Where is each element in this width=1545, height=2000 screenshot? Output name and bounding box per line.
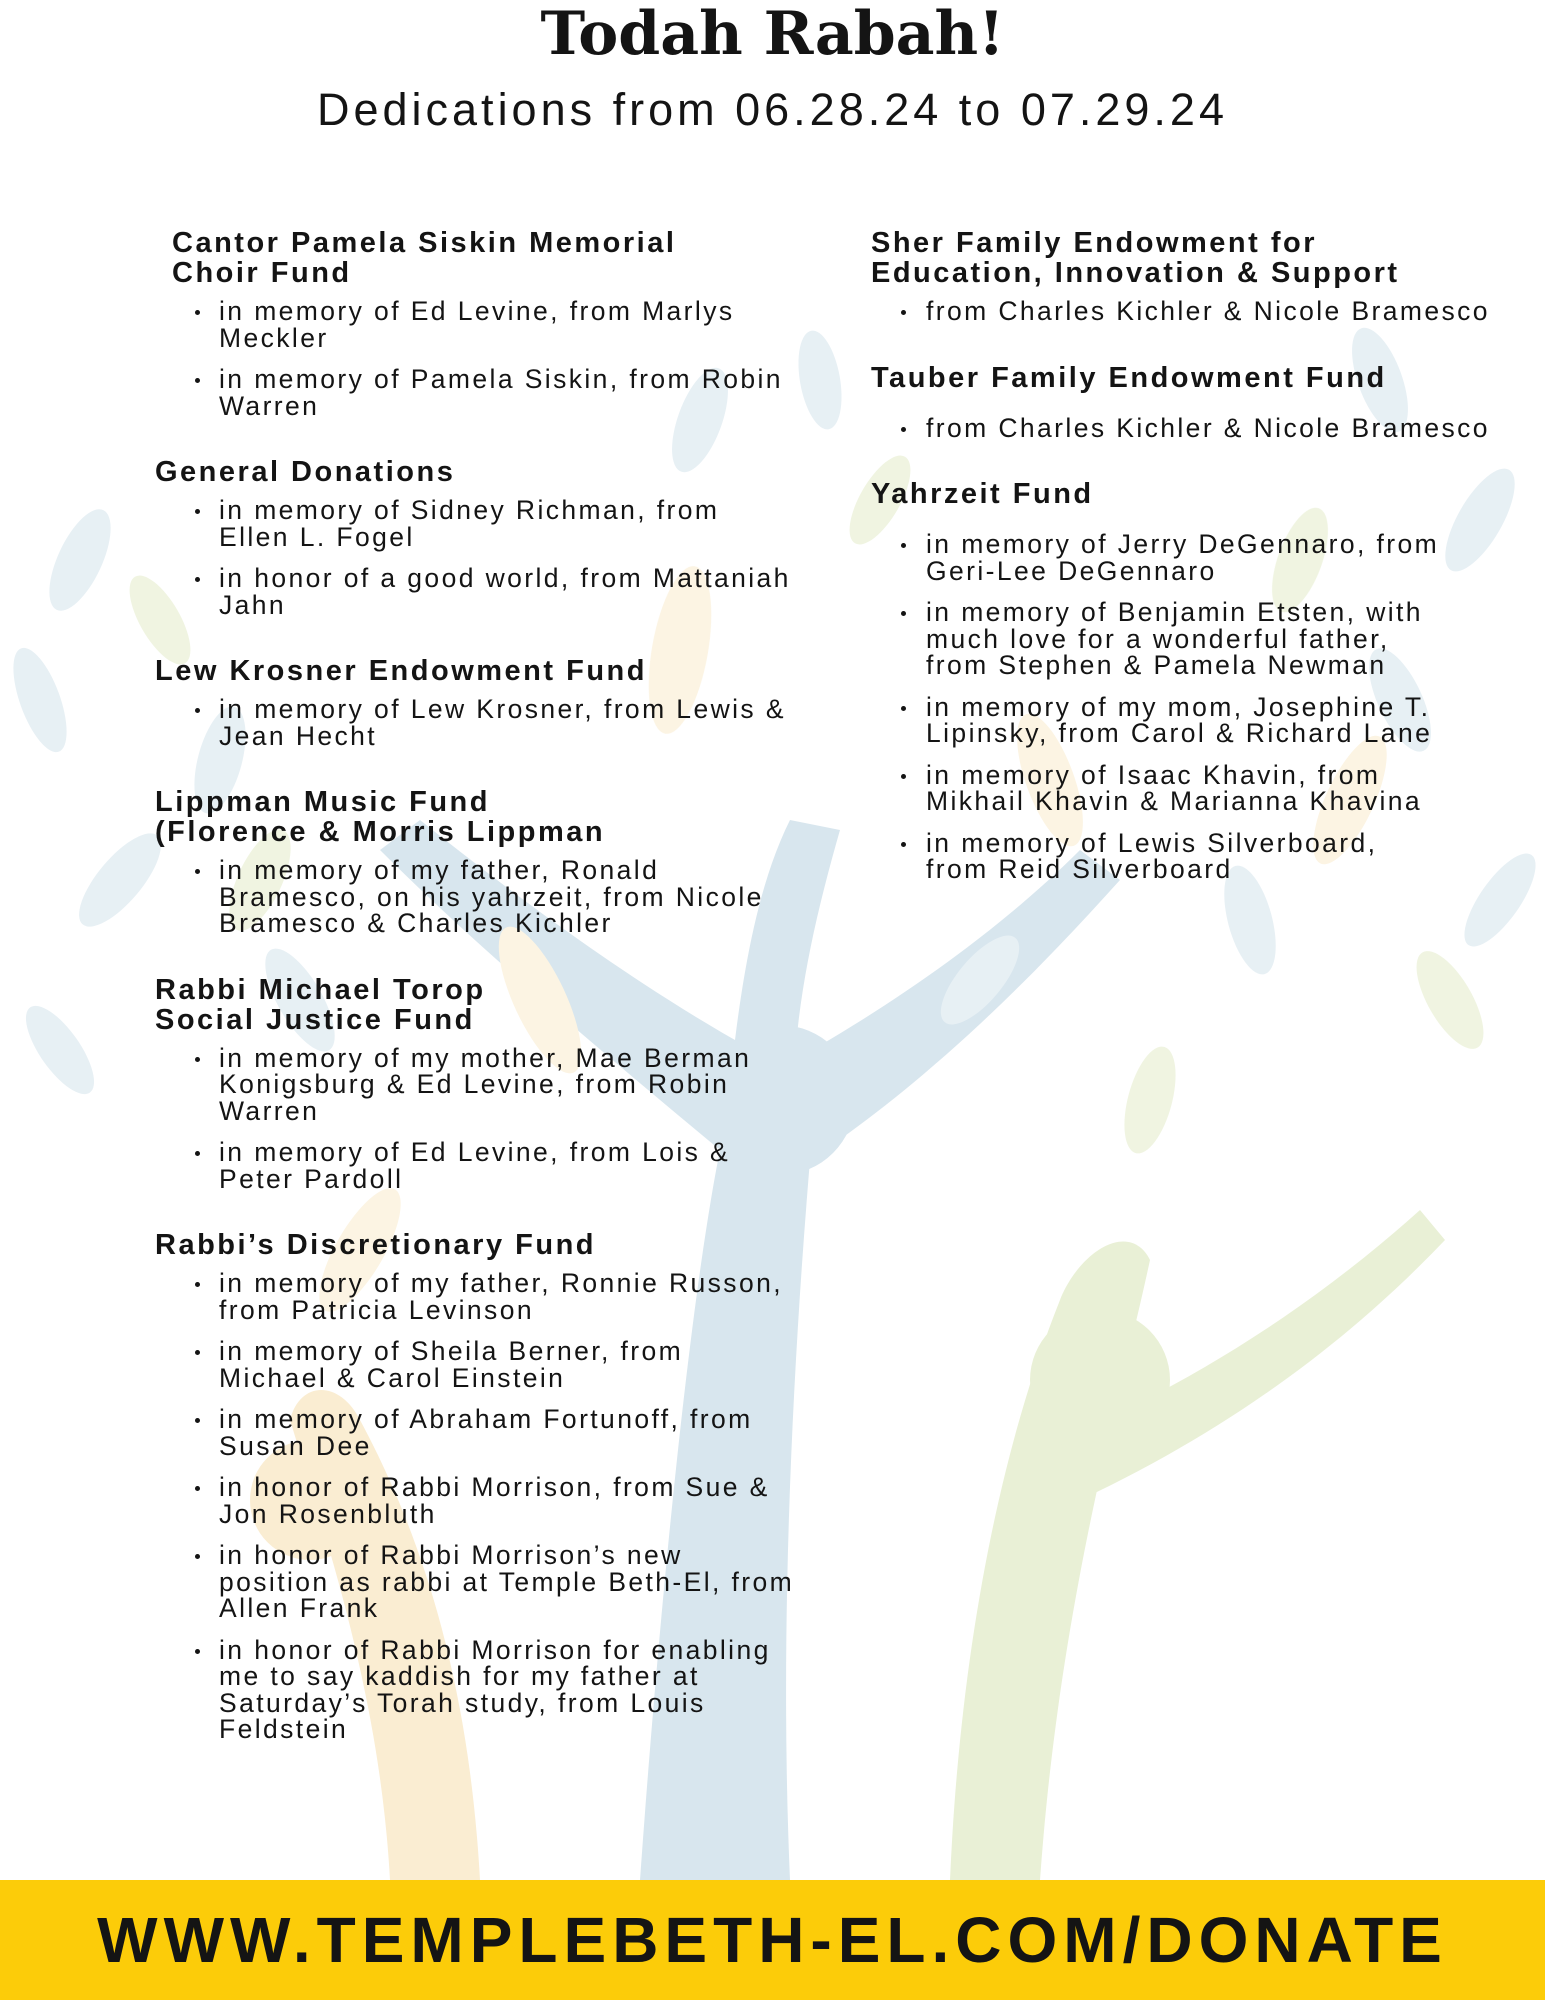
fund-section bbox=[871, 479, 1541, 883]
fund-title: Lew Krosner Endowment Fund bbox=[155, 655, 647, 687]
dedication-list bbox=[155, 696, 795, 749]
dedication-item: in memory of Lew Krosner, from Lewis & Jean Hecht bbox=[155, 696, 795, 749]
dedication-item: in memory of my mother, Mae Berman Konigsburg & Ed Levine, from Robin Warren bbox=[155, 1045, 795, 1125]
dedication-item: from Charles Kichler & Nicole Bramesco bbox=[871, 415, 1541, 442]
dedication-list bbox=[871, 412, 1541, 443]
dedication-item: in memory of Benjamin Etsten, with much love for a wonderful father, from Stephen & Pamela Newman bbox=[871, 599, 1446, 679]
fund-section bbox=[155, 228, 795, 419]
dedication-item: in honor of Rabbi Morrison, from Sue & Jon Rosenbluth bbox=[155, 1474, 795, 1527]
dedication-item: in memory of Ed Levine, from Marlys Meckler bbox=[155, 298, 795, 351]
dedication-list bbox=[871, 531, 1541, 883]
fund-title: Rabbi Michael Torop Social Justice Fund bbox=[155, 973, 486, 1036]
dedication-item: in memory of my mom, Josephine T. Lipinsky, from Carol & Richard Lane bbox=[871, 694, 1476, 747]
dedication-item: in memory of Pamela Siskin, from Robin Warren bbox=[155, 366, 795, 419]
fund-section bbox=[155, 457, 795, 618]
fund-section bbox=[871, 228, 1541, 325]
dedication-item: from Charles Kichler & Nicole Bramesco bbox=[871, 298, 1541, 325]
dedication-list bbox=[155, 497, 795, 618]
fund-title: Yahrzeit Fund bbox=[871, 478, 1094, 510]
dedication-item: in memory of Sidney Richman, from Ellen L. Fogel bbox=[155, 497, 795, 550]
donate-link[interactable]: WWW.TEMPLEBETH-EL.COM/DONATE bbox=[97, 1904, 1448, 1976]
fund-title: Sher Family Endowment for Education, Innovation & Support bbox=[871, 227, 1400, 289]
page-title: Todah Rabah! bbox=[540, 0, 1005, 69]
dedication-item: in memory of Jerry DeGennaro, from Geri-Lee DeGennaro bbox=[871, 531, 1446, 584]
right-column bbox=[871, 228, 1541, 921]
fund-section bbox=[155, 656, 795, 749]
dedication-item: in memory of my father, Ronnie Russon, from Patricia Levinson bbox=[155, 1270, 795, 1323]
dedication-item: in honor of Rabbi Morrison for enabling me to say kaddish for my father at Saturday’s Torah study, from Louis Feldstein bbox=[155, 1637, 795, 1743]
dedication-list bbox=[155, 857, 795, 937]
dedication-item: in memory of Ed Levine, from Lois & Peter Pardoll bbox=[155, 1139, 795, 1192]
fund-section bbox=[871, 363, 1541, 442]
dedication-list bbox=[155, 298, 795, 419]
dedication-item: in memory of Lewis Silverboard, from Reid Silverboard bbox=[871, 830, 1446, 883]
left-column bbox=[155, 228, 795, 1781]
fund-section bbox=[155, 787, 795, 937]
fund-title: Lippman Music Fund (Florence & Morris Lippman bbox=[155, 786, 606, 848]
dedication-list bbox=[155, 1042, 795, 1194]
page-subtitle: Dedications from 06.28.24 to 07.29.24 bbox=[316, 84, 1228, 135]
dedication-item: in memory of Abraham Fortunoff, from Susan Dee bbox=[155, 1406, 795, 1459]
fund-section bbox=[155, 1230, 795, 1743]
dedication-item: in memory of my father, Ronald Bramesco, on his yahrzeit, from Nicole Bramesco & Charles Kichler bbox=[155, 857, 795, 937]
footer-banner bbox=[0, 1880, 1545, 2000]
dedication-list bbox=[155, 1270, 795, 1743]
fund-title: Rabbi’s Discretionary Fund bbox=[155, 1229, 596, 1261]
fund-title: Tauber Family Endowment Fund bbox=[871, 361, 1387, 394]
dedication-item: in honor of a good world, from Mattaniah Jahn bbox=[155, 565, 795, 618]
dedication-item: in memory of Sheila Berner, from Michael & Carol Einstein bbox=[155, 1338, 795, 1391]
fund-title: Cantor Pamela Siskin Memorial Choir Fund bbox=[172, 227, 677, 289]
dedication-item: in honor of Rabbi Morrison’s new position as rabbi at Temple Beth-El, from Allen Frank bbox=[155, 1542, 795, 1622]
dedication-item: in memory of Isaac Khavin, from Mikhail Khavin & Marianna Khavina bbox=[871, 762, 1446, 815]
dedication-list bbox=[871, 298, 1541, 325]
fund-title: General Donations bbox=[155, 456, 456, 488]
fund-section bbox=[155, 975, 795, 1193]
